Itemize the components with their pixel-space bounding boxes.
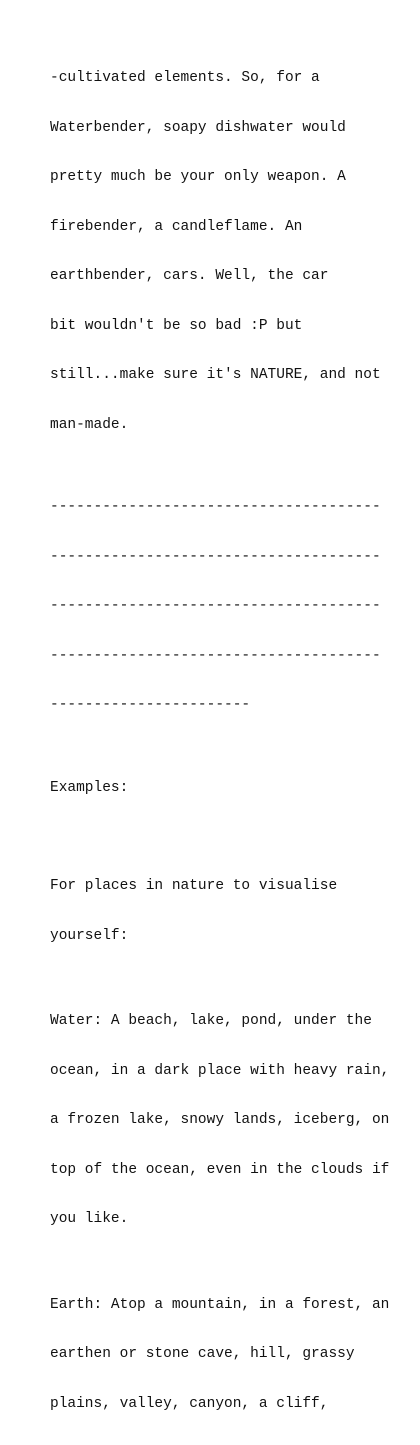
text-line: -cultivated elements. So, for a: [50, 70, 400, 87]
text-line: bit wouldn't be so bad :P but: [50, 318, 400, 335]
dash-line: --------------------------------------: [50, 598, 400, 615]
text-line: Examples:: [50, 780, 400, 797]
text-line: earthbender, cars. Well, the car: [50, 268, 400, 285]
text-line: Earth: Atop a mountain, in a forest, an: [50, 1297, 400, 1314]
examples-label: [50, 747, 400, 830]
text-line: a frozen lake, snowy lands, iceberg, on: [50, 1112, 400, 1129]
earth-paragraph: [50, 1264, 400, 1445]
text-line: ocean, in a dark place with heavy rain,: [50, 1063, 400, 1080]
text-line: pretty much be your only weapon. A: [50, 169, 400, 186]
dash-separator: [50, 466, 400, 747]
text-line: yourself:: [50, 928, 400, 945]
text-line: earthen or stone cave, hill, grassy: [50, 1346, 400, 1363]
text-line: plains, valley, canyon, a cliff,: [50, 1396, 400, 1413]
text-line: Water: A beach, lake, pond, under the: [50, 1013, 400, 1030]
dash-line: -----------------------: [50, 697, 400, 714]
text-line: top of the ocean, even in the clouds if: [50, 1162, 400, 1179]
text-line: For places in nature to visualise: [50, 878, 400, 895]
dash-line: --------------------------------------: [50, 648, 400, 665]
water-paragraph: [50, 980, 400, 1261]
places-paragraph: [50, 845, 400, 977]
spacer: [50, 829, 400, 845]
dash-line: --------------------------------------: [50, 549, 400, 566]
text-line: you like.: [50, 1211, 400, 1228]
text-line: man-made.: [50, 417, 400, 434]
text-line: Waterbender, soapy dishwater would: [50, 120, 400, 137]
intro-paragraph: [50, 37, 400, 466]
dash-line: --------------------------------------: [50, 499, 400, 516]
text-line: still...make sure it's NATURE, and not: [50, 367, 400, 384]
text-line: firebender, a candleflame. An: [50, 219, 400, 236]
document-page: [50, 37, 400, 1445]
